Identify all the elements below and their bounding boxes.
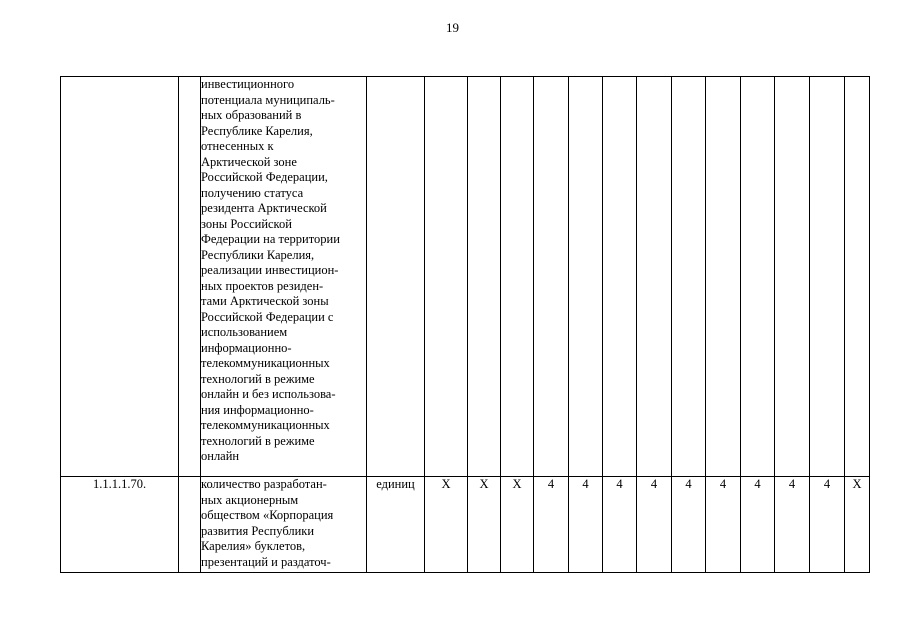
value-cell: [706, 77, 741, 477]
indicator-description-cell: количество разработан- ных акционерным обществом «Корпорация развития Республики Карелия» буклетов, презентаций и раздаточ-: [201, 477, 367, 573]
value-cell: [501, 77, 534, 477]
empty-cell: [179, 77, 201, 477]
unit-cell: [367, 77, 425, 477]
value-cell: 4: [706, 477, 741, 573]
value-cell: 4: [775, 477, 810, 573]
value-cell: 4: [672, 477, 706, 573]
table-row: [61, 77, 870, 477]
row-code-cell: 1.1.1.1.70.: [61, 477, 179, 573]
value-cell: [569, 77, 603, 477]
value-cell: [603, 77, 637, 477]
value-cell: [775, 77, 810, 477]
value-cell: [741, 77, 775, 477]
value-cell: [810, 77, 845, 477]
value-cell: [534, 77, 569, 477]
value-cell: X: [501, 477, 534, 573]
value-cell: 4: [569, 477, 603, 573]
value-cell: X: [468, 477, 501, 573]
value-cell: [845, 77, 870, 477]
indicator-description-cell: инвестиционного потенциала муниципаль- ных образований в Республике Карелия, отнесенных к Арктической зоне Российской Федерации, получению статуса резидента Арктической зоны Российской Федерации на территории Республики Карелия, реализации инвестицион- ных проектов резиден- тами Арктической зоны Российской Федерации с использованием информационно- телекоммуникационных технологий в режиме онлайн и без использова- ния информационно- телекоммуникационных технологий в режиме онлайн: [201, 77, 367, 477]
value-cell: [425, 77, 468, 477]
value-cell: 4: [810, 477, 845, 573]
row-code-cell: [61, 77, 179, 477]
value-cell: 4: [603, 477, 637, 573]
value-cell: [672, 77, 706, 477]
value-cell: X: [845, 477, 870, 573]
indicators-table: [60, 76, 870, 573]
value-cell: 4: [534, 477, 569, 573]
value-cell: 4: [741, 477, 775, 573]
table-row: [61, 477, 870, 573]
empty-cell: [179, 477, 201, 573]
value-cell: [637, 77, 672, 477]
value-cell: [468, 77, 501, 477]
unit-cell: единиц: [367, 477, 425, 573]
page-number: 19: [446, 20, 459, 35]
value-cell: 4: [637, 477, 672, 573]
value-cell: X: [425, 477, 468, 573]
